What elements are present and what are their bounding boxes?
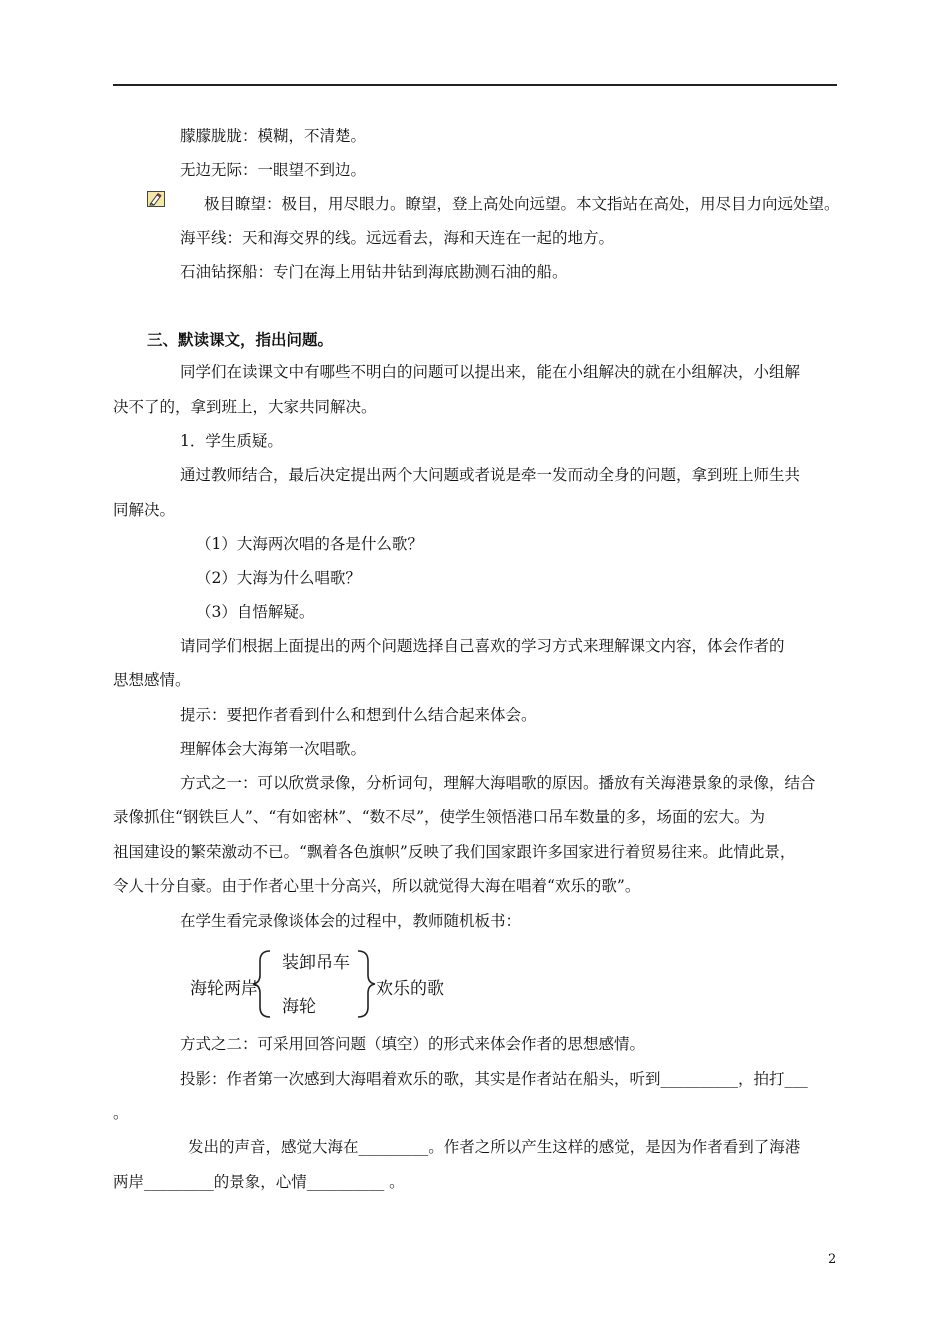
paragraph-line: 方式之一：可以欣赏录像，分析词句，理解大海唱歌的原因。播放有关海港景象的录像，结合	[180, 774, 816, 792]
page-number: 2	[828, 1252, 837, 1267]
paragraph-line: 通过教师结合，最后决定提出两个大问题或者说是牵一发而动全身的问题，拿到班上师生共	[180, 466, 801, 484]
paragraph-line: 同学们在读课文中有哪些不明白的问题可以提出来，能在小组解决的就在小组解决，小组解	[180, 363, 801, 381]
vocab-line: 无边无际：一眼望不到边。	[180, 161, 367, 179]
paragraph-line: 思想感情。	[113, 671, 191, 689]
vocab-line: 石油钻探船：专门在海上用钻井钻到海底勘测石油的船。	[180, 263, 568, 281]
paragraph-line: 1．学生质疑。	[180, 432, 283, 450]
paragraph-line: 令人十分自豪。由于作者心里十分高兴，所以就觉得大海在唱着“欢乐的歌”。	[113, 877, 641, 895]
fill-in-line: 。	[113, 1104, 129, 1122]
header-rule	[113, 84, 837, 86]
paragraph-line: 理解体会大海第一次唱歌。	[180, 740, 367, 758]
question-item: （1）大海两次唱的各是什么歌？	[196, 535, 423, 553]
section-heading: 三、默读课文，指出问题。	[147, 330, 334, 349]
fill-in-line: 投影：作者第一次感到大海唱着欢乐的歌，其实是作者站在船头，听到__________，拍打___	[180, 1070, 808, 1088]
diagram-left-label: 海轮两岸	[190, 979, 258, 999]
diagram-top-label: 装卸吊车	[282, 953, 350, 973]
fill-in-line: 发出的声音，感觉大海在_________。作者之所以产生这样的感觉，是因为作者看到了海港	[188, 1138, 801, 1156]
vocab-line: 极目瞭望：极目，用尽眼力。瞭望，登上高处向远望。本文指站在高处，用尽目力向远处望。	[204, 195, 840, 213]
paragraph-line: 决不了的，拿到班上，大家共同解决。	[113, 398, 377, 416]
paragraph-line: 请同学们根据上面提出的两个问题选择自己喜欢的学习方式来理解课文内容，体会作者的	[180, 637, 785, 655]
paragraph-line: 提示：要把作者看到什么和想到什么结合起来体会。	[180, 706, 537, 724]
vocab-line: 朦朦胧胧：模糊，不清楚。	[180, 127, 367, 145]
fill-in-line: 两岸_________的景象，心情__________ 。	[113, 1173, 405, 1191]
vocab-line: 海平线：天和海交界的线。远远看去，海和天连在一起的地方。	[180, 229, 615, 247]
diagram-bottom-label: 海轮	[282, 997, 316, 1017]
question-item: （2）大海为什么唱歌？	[196, 569, 361, 587]
note-icon	[147, 191, 165, 207]
paragraph-line: 同解决。	[113, 501, 176, 519]
diagram-right-label: 欢乐的歌	[376, 979, 444, 999]
paragraph-line: 在学生看完录像谈体会的过程中，教师随机板书：	[180, 912, 522, 930]
blackboard-diagram	[186, 945, 466, 1025]
paragraph-line: 方式之二：可采用回答问题（填空）的形式来体会作者的思想感情。	[180, 1035, 646, 1053]
question-item: （3）自悟解疑。	[196, 603, 315, 621]
paragraph-line: 祖国建设的繁荣激动不已。“飘着各色旗帜”反映了我们国家跟许多国家进行着贸易往来。此情此景，	[113, 843, 796, 861]
paragraph-line: 录像抓住“钢铁巨人”、“有如密林”、“数不尽”，使学生领悟港口吊车数量的多，场面的宏大。为	[113, 808, 766, 826]
